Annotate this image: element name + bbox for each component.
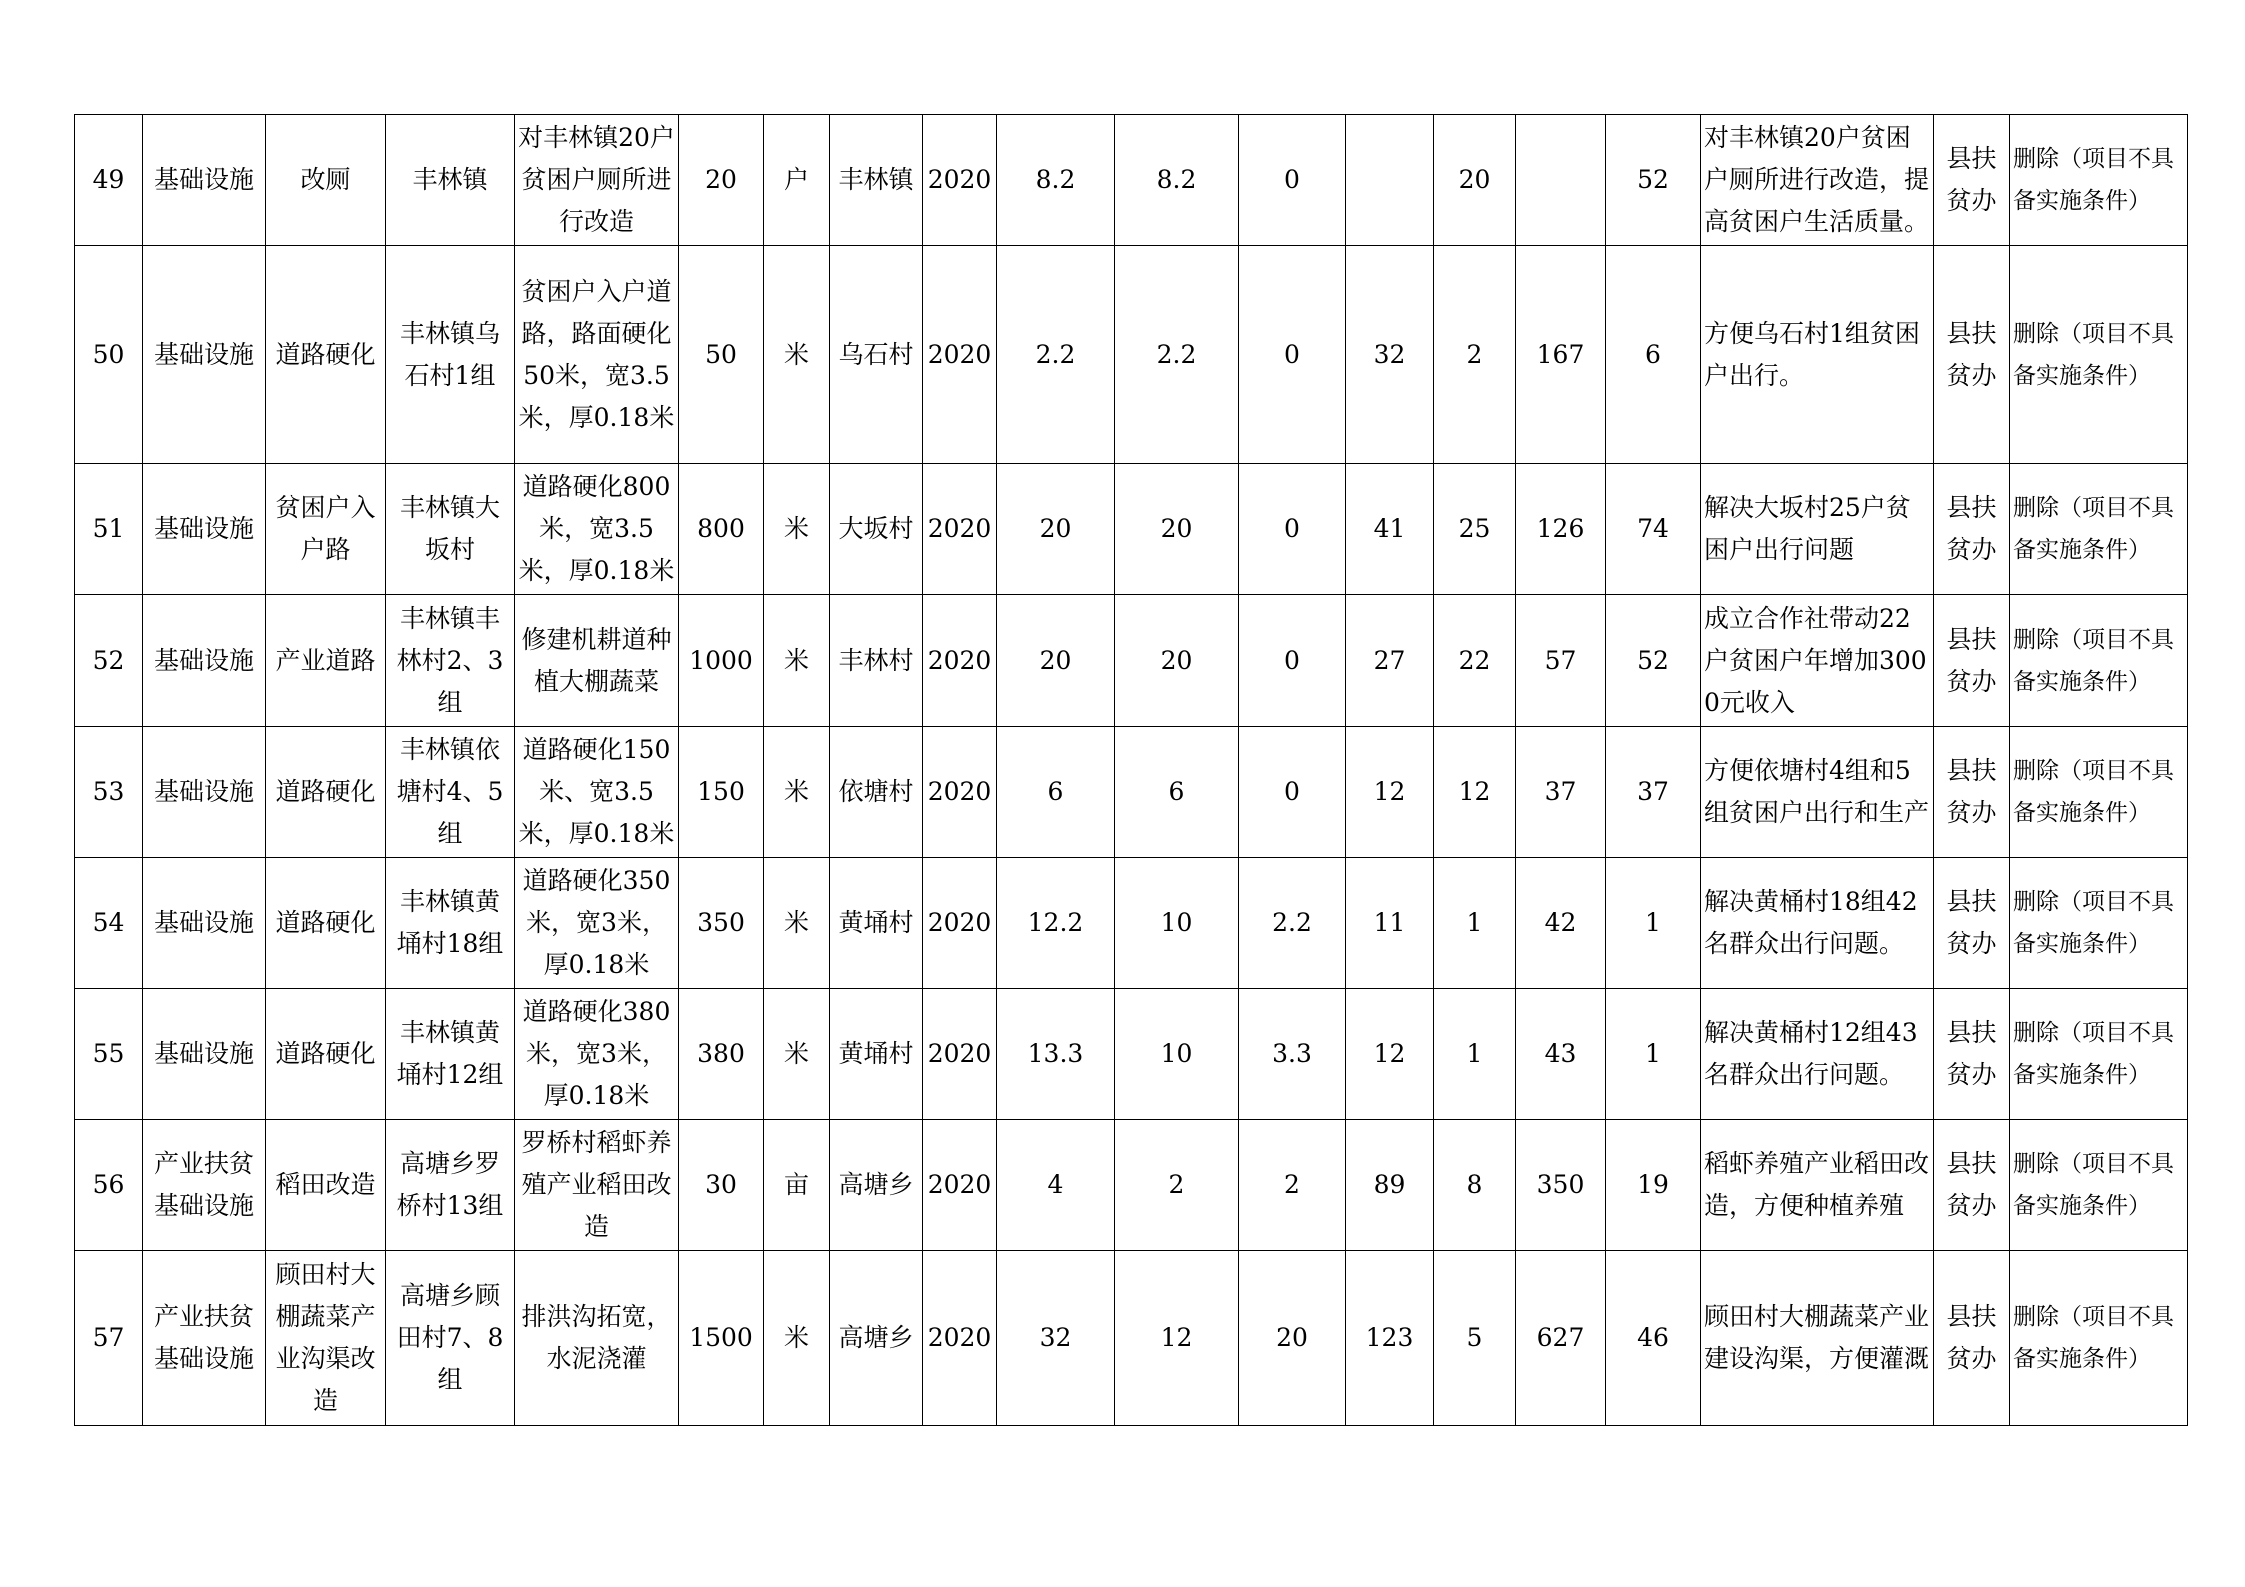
responsible-unit: 县扶贫办 xyxy=(1934,727,2010,858)
beneficiary-col-c: 89 xyxy=(1346,1120,1434,1251)
project-type: 道路硬化 xyxy=(266,858,386,989)
beneficiary-col-e: 167 xyxy=(1516,246,1606,464)
expected-benefit: 成立合作社带动22户贫困户年增加3000元收入 xyxy=(1701,595,1934,727)
construction-scale: 20 xyxy=(679,115,764,246)
row-number: 56 xyxy=(75,1120,143,1251)
project-category: 基础设施 xyxy=(143,115,266,246)
construction-scale: 30 xyxy=(679,1120,764,1251)
project-type: 稻田改造 xyxy=(266,1120,386,1251)
construction-content: 道路硬化380米，宽3米，厚0.18米 xyxy=(515,989,679,1120)
construction-scale: 1000 xyxy=(679,595,764,727)
scale-unit: 米 xyxy=(764,727,830,858)
row-number: 52 xyxy=(75,595,143,727)
fund-source-b: 0 xyxy=(1239,595,1346,727)
scale-unit: 米 xyxy=(764,858,830,989)
construction-scale: 350 xyxy=(679,858,764,989)
responsible-unit: 县扶贫办 xyxy=(1934,858,2010,989)
fund-source-a: 2 xyxy=(1115,1120,1239,1251)
scale-unit: 亩 xyxy=(764,1120,830,1251)
project-location: 高塘乡顾田村7、8组 xyxy=(386,1251,515,1426)
construction-content: 道路硬化350米，宽3米，厚0.18米 xyxy=(515,858,679,989)
project-location: 丰林镇黄埇村18组 xyxy=(386,858,515,989)
beneficiary-col-c: 41 xyxy=(1346,464,1434,595)
implementing-unit: 大坂村 xyxy=(830,464,923,595)
fund-source-b: 0 xyxy=(1239,115,1346,246)
beneficiary-col-d: 20 xyxy=(1434,115,1516,246)
construction-content: 排洪沟拓宽，水泥浇灌 xyxy=(515,1251,679,1426)
beneficiary-col-d: 22 xyxy=(1434,595,1516,727)
implementing-unit: 高塘乡 xyxy=(830,1120,923,1251)
project-location: 丰林镇丰林村2、3组 xyxy=(386,595,515,727)
construction-content: 道路硬化150米、宽3.5米，厚0.18米 xyxy=(515,727,679,858)
construction-content: 道路硬化800米，宽3.5米，厚0.18米 xyxy=(515,464,679,595)
project-category: 产业扶贫基础设施 xyxy=(143,1120,266,1251)
total-investment: 6 xyxy=(997,727,1115,858)
row-number: 50 xyxy=(75,246,143,464)
responsible-unit: 县扶贫办 xyxy=(1934,1120,2010,1251)
project-year: 2020 xyxy=(923,464,997,595)
table-row xyxy=(75,246,2188,464)
remark: 删除（项目不具备实施条件） xyxy=(2010,595,2188,727)
remark: 删除（项目不具备实施条件） xyxy=(2010,246,2188,464)
scale-unit: 米 xyxy=(764,989,830,1120)
beneficiary-col-d: 1 xyxy=(1434,989,1516,1120)
beneficiary-col-e: 37 xyxy=(1516,727,1606,858)
fund-source-a: 2.2 xyxy=(1115,246,1239,464)
beneficiary-col-f: 1 xyxy=(1606,858,1701,989)
remark: 删除（项目不具备实施条件） xyxy=(2010,989,2188,1120)
project-type: 产业道路 xyxy=(266,595,386,727)
table-row xyxy=(75,595,2188,727)
construction-scale: 1500 xyxy=(679,1251,764,1426)
expected-benefit: 稻虾养殖产业稻田改造，方便种植养殖 xyxy=(1701,1120,1934,1251)
beneficiary-col-e: 42 xyxy=(1516,858,1606,989)
project-category: 基础设施 xyxy=(143,858,266,989)
project-year: 2020 xyxy=(923,989,997,1120)
beneficiary-col-f: 19 xyxy=(1606,1120,1701,1251)
table-row xyxy=(75,464,2188,595)
project-year: 2020 xyxy=(923,246,997,464)
fund-source-a: 10 xyxy=(1115,858,1239,989)
row-number: 53 xyxy=(75,727,143,858)
beneficiary-col-f: 52 xyxy=(1606,115,1701,246)
beneficiary-col-f: 46 xyxy=(1606,1251,1701,1426)
project-location: 高塘乡罗桥村13组 xyxy=(386,1120,515,1251)
row-number: 49 xyxy=(75,115,143,246)
row-number: 51 xyxy=(75,464,143,595)
expected-benefit: 方便依塘村4组和5组贫困户出行和生产 xyxy=(1701,727,1934,858)
construction-scale: 380 xyxy=(679,989,764,1120)
fund-source-a: 20 xyxy=(1115,464,1239,595)
fund-source-a: 6 xyxy=(1115,727,1239,858)
remark: 删除（项目不具备实施条件） xyxy=(2010,464,2188,595)
remark: 删除（项目不具备实施条件） xyxy=(2010,1120,2188,1251)
remark: 删除（项目不具备实施条件） xyxy=(2010,858,2188,989)
beneficiary-col-e xyxy=(1516,115,1606,246)
table-row xyxy=(75,1120,2188,1251)
beneficiary-col-f: 6 xyxy=(1606,246,1701,464)
project-category: 基础设施 xyxy=(143,727,266,858)
fund-source-b: 0 xyxy=(1239,464,1346,595)
total-investment: 13.3 xyxy=(997,989,1115,1120)
beneficiary-col-e: 627 xyxy=(1516,1251,1606,1426)
beneficiary-col-e: 57 xyxy=(1516,595,1606,727)
remark: 删除（项目不具备实施条件） xyxy=(2010,727,2188,858)
expected-benefit: 顾田村大棚蔬菜产业建设沟渠，方便灌溉 xyxy=(1701,1251,1934,1426)
construction-content: 修建机耕道种植大棚蔬菜 xyxy=(515,595,679,727)
project-category: 基础设施 xyxy=(143,989,266,1120)
total-investment: 12.2 xyxy=(997,858,1115,989)
project-year: 2020 xyxy=(923,115,997,246)
expected-benefit: 解决黄桶村18组42名群众出行问题。 xyxy=(1701,858,1934,989)
beneficiary-col-f: 1 xyxy=(1606,989,1701,1120)
beneficiary-col-d: 8 xyxy=(1434,1120,1516,1251)
project-type: 改厕 xyxy=(266,115,386,246)
project-category: 基础设施 xyxy=(143,464,266,595)
beneficiary-col-e: 43 xyxy=(1516,989,1606,1120)
beneficiary-col-f: 37 xyxy=(1606,727,1701,858)
table-row xyxy=(75,989,2188,1120)
scale-unit: 米 xyxy=(764,595,830,727)
fund-source-a: 10 xyxy=(1115,989,1239,1120)
beneficiary-col-c: 27 xyxy=(1346,595,1434,727)
implementing-unit: 丰林镇 xyxy=(830,115,923,246)
scale-unit: 米 xyxy=(764,246,830,464)
beneficiary-col-c: 32 xyxy=(1346,246,1434,464)
table-row xyxy=(75,115,2188,246)
construction-scale: 50 xyxy=(679,246,764,464)
project-year: 2020 xyxy=(923,727,997,858)
construction-content: 罗桥村稻虾养殖产业稻田改造 xyxy=(515,1120,679,1251)
beneficiary-col-e: 126 xyxy=(1516,464,1606,595)
fund-source-b: 0 xyxy=(1239,246,1346,464)
project-category: 基础设施 xyxy=(143,246,266,464)
total-investment: 20 xyxy=(997,464,1115,595)
responsible-unit: 县扶贫办 xyxy=(1934,595,2010,727)
project-year: 2020 xyxy=(923,1120,997,1251)
project-location: 丰林镇黄埇村12组 xyxy=(386,989,515,1120)
total-investment: 2.2 xyxy=(997,246,1115,464)
row-number: 54 xyxy=(75,858,143,989)
beneficiary-col-d: 25 xyxy=(1434,464,1516,595)
fund-source-b: 3.3 xyxy=(1239,989,1346,1120)
beneficiary-col-d: 1 xyxy=(1434,858,1516,989)
beneficiary-col-c: 123 xyxy=(1346,1251,1434,1426)
beneficiary-col-c: 11 xyxy=(1346,858,1434,989)
total-investment: 32 xyxy=(997,1251,1115,1426)
project-year: 2020 xyxy=(923,595,997,727)
responsible-unit: 县扶贫办 xyxy=(1934,115,2010,246)
implementing-unit: 黄埇村 xyxy=(830,858,923,989)
construction-content: 贫困户入户道路，路面硬化50米，宽3.5米，厚0.18米 xyxy=(515,246,679,464)
project-year: 2020 xyxy=(923,1251,997,1426)
expected-benefit: 解决黄桶村12组43名群众出行问题。 xyxy=(1701,989,1934,1120)
fund-source-b: 0 xyxy=(1239,727,1346,858)
expected-benefit: 解决大坂村25户贫困户出行问题 xyxy=(1701,464,1934,595)
project-year: 2020 xyxy=(923,858,997,989)
project-location: 丰林镇大坂村 xyxy=(386,464,515,595)
remark: 删除（项目不具备实施条件） xyxy=(2010,115,2188,246)
expected-benefit: 方便乌石村1组贫困户出行。 xyxy=(1701,246,1934,464)
beneficiary-col-c xyxy=(1346,115,1434,246)
beneficiary-col-f: 52 xyxy=(1606,595,1701,727)
fund-source-b: 20 xyxy=(1239,1251,1346,1426)
implementing-unit: 黄埇村 xyxy=(830,989,923,1120)
implementing-unit: 依塘村 xyxy=(830,727,923,858)
implementing-unit: 丰林村 xyxy=(830,595,923,727)
responsible-unit: 县扶贫办 xyxy=(1934,989,2010,1120)
table-row xyxy=(75,727,2188,858)
project-location: 丰林镇 xyxy=(386,115,515,246)
project-category: 基础设施 xyxy=(143,595,266,727)
row-number: 55 xyxy=(75,989,143,1120)
remark: 删除（项目不具备实施条件） xyxy=(2010,1251,2188,1426)
fund-source-a: 8.2 xyxy=(1115,115,1239,246)
project-table xyxy=(74,114,2188,1426)
expected-benefit: 对丰林镇20户贫困户厕所进行改造，提高贫困户生活质量。 xyxy=(1701,115,1934,246)
table-row xyxy=(75,858,2188,989)
beneficiary-col-c: 12 xyxy=(1346,989,1434,1120)
scale-unit: 米 xyxy=(764,1251,830,1426)
project-type: 贫困户入户路 xyxy=(266,464,386,595)
fund-source-a: 20 xyxy=(1115,595,1239,727)
project-type: 道路硬化 xyxy=(266,989,386,1120)
beneficiary-col-f: 74 xyxy=(1606,464,1701,595)
responsible-unit: 县扶贫办 xyxy=(1934,246,2010,464)
project-location: 丰林镇乌石村1组 xyxy=(386,246,515,464)
project-type: 道路硬化 xyxy=(266,246,386,464)
fund-source-a: 12 xyxy=(1115,1251,1239,1426)
project-location: 丰林镇依塘村4、5组 xyxy=(386,727,515,858)
project-category: 产业扶贫基础设施 xyxy=(143,1251,266,1426)
scale-unit: 户 xyxy=(764,115,830,246)
beneficiary-col-d: 12 xyxy=(1434,727,1516,858)
total-investment: 20 xyxy=(997,595,1115,727)
row-number: 57 xyxy=(75,1251,143,1426)
construction-scale: 800 xyxy=(679,464,764,595)
construction-scale: 150 xyxy=(679,727,764,858)
fund-source-b: 2 xyxy=(1239,1120,1346,1251)
construction-content: 对丰林镇20户贫困户厕所进行改造 xyxy=(515,115,679,246)
responsible-unit: 县扶贫办 xyxy=(1934,464,2010,595)
fund-source-b: 2.2 xyxy=(1239,858,1346,989)
implementing-unit: 乌石村 xyxy=(830,246,923,464)
implementing-unit: 高塘乡 xyxy=(830,1251,923,1426)
total-investment: 8.2 xyxy=(997,115,1115,246)
beneficiary-col-c: 12 xyxy=(1346,727,1434,858)
total-investment: 4 xyxy=(997,1120,1115,1251)
beneficiary-col-d: 2 xyxy=(1434,246,1516,464)
responsible-unit: 县扶贫办 xyxy=(1934,1251,2010,1426)
table-row xyxy=(75,1251,2188,1426)
project-type: 顾田村大棚蔬菜产业沟渠改造 xyxy=(266,1251,386,1426)
beneficiary-col-e: 350 xyxy=(1516,1120,1606,1251)
project-type: 道路硬化 xyxy=(266,727,386,858)
scale-unit: 米 xyxy=(764,464,830,595)
beneficiary-col-d: 5 xyxy=(1434,1251,1516,1426)
